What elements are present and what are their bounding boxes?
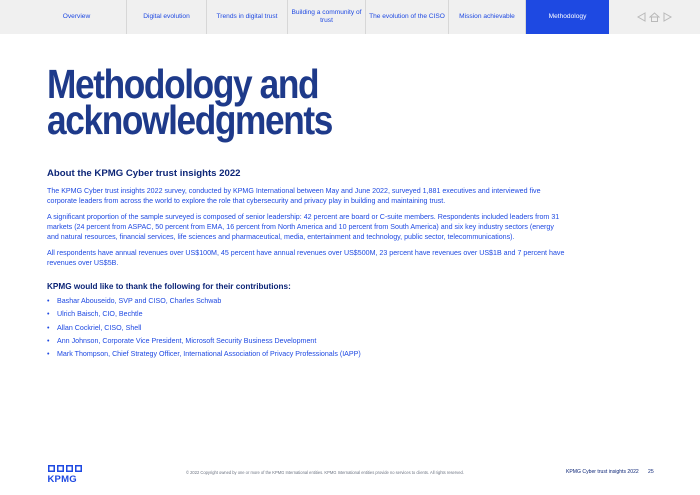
about-paragraph-revenues: All respondents have annual revenues over US$100M, 45 percent have annual revenues over US$500M, 23 percent have revenues over US$1B and 7 percent have revenues over US$5B. [47, 249, 565, 267]
tab-methodology[interactable]: Methodology [526, 0, 609, 34]
about-heading: About the KPMG Cyber trust insights 2022 [47, 168, 241, 179]
contributor-name: Allan Cockriel, CISO, Shell [57, 323, 142, 332]
list-item [47, 309, 567, 319]
list-item [47, 296, 567, 306]
contributor-name: Bashar Abouseido, SVP and CISO, Charles Schwab [57, 297, 222, 305]
contributor-name: Ulrich Baisch, CIO, Bechtle [57, 310, 143, 319]
previous-icon[interactable] [637, 12, 646, 22]
bullet-icon: • [47, 310, 50, 319]
page-title-line-1: Methodology and [47, 61, 319, 107]
about-paragraph-survey: The KPMG Cyber trust insights 2022 survey, conducted by KPMG International between May and June 2022, surveyed 1,881 executives and interviewed five corporate leaders from across the world to explore the role that cybersecurity and privacy play in building and maintaining trust. [47, 187, 541, 205]
kpmg-logo [47, 464, 85, 489]
main-content [47, 168, 567, 362]
contributor-name: Ann Johnson, Corporate Vice President, Microsoft Security Business Development [57, 336, 317, 345]
tab-trends-in-digital-trust[interactable]: Trends in digital trust [207, 0, 288, 34]
top-navigation [0, 0, 700, 34]
thanks-heading: KPMG would like to thank the following for their contributions: [47, 282, 291, 291]
about-paragraph-sample: A significant proportion of the sample surveyed is composed of senior leadership: 42 percent are board or C-suite members. Respondents included leaders from 31 markets (24 percent from ASPAC, 50 percent from EMA, 16 percent from North America and 10 percent from South America) and six key industry sectors (energy and natural resources, financial services, life sciences and pharmaceutical, media, entertainment and technology, public sector, telecommunications). [47, 213, 560, 241]
tab-mission-achievable[interactable]: Mission achievable [449, 0, 526, 34]
page-title-line-2: acknowledgments [47, 97, 333, 143]
tab-building-a-community-of-trust[interactable]: Building a community of trust [288, 0, 366, 34]
page-navigation-controls [609, 0, 700, 34]
bullet-icon: • [47, 297, 50, 305]
page-title [47, 61, 408, 143]
contributor-name: Mark Thompson, Chief Strategy Officer, International Association of Privacy Professionals (IAPP) [57, 350, 361, 359]
bullet-icon: • [47, 350, 50, 359]
bullet-icon: • [47, 336, 50, 345]
page-number: 25 [648, 469, 654, 475]
tab-overview[interactable]: Overview [0, 0, 127, 34]
tab-evolution-of-the-ciso[interactable]: The evolution of the CISO [366, 0, 449, 34]
copyright-notice: © 2022 Copyright owned by one or more of the KPMG International entities. KPMG International entities provide no services to clients. All rights reserved. [186, 470, 464, 475]
footer-report-title: KPMG Cyber trust insights 2022 [566, 469, 639, 475]
tab-digital-evolution[interactable]: Digital evolution [127, 0, 207, 34]
kpmg-logo-text: KPMG [47, 474, 77, 484]
list-item [47, 336, 567, 346]
list-item [47, 323, 567, 333]
contributors-list [47, 296, 567, 359]
next-icon[interactable] [663, 12, 672, 22]
home-icon[interactable] [649, 12, 660, 22]
list-item [47, 349, 567, 359]
bullet-icon: • [47, 323, 50, 332]
